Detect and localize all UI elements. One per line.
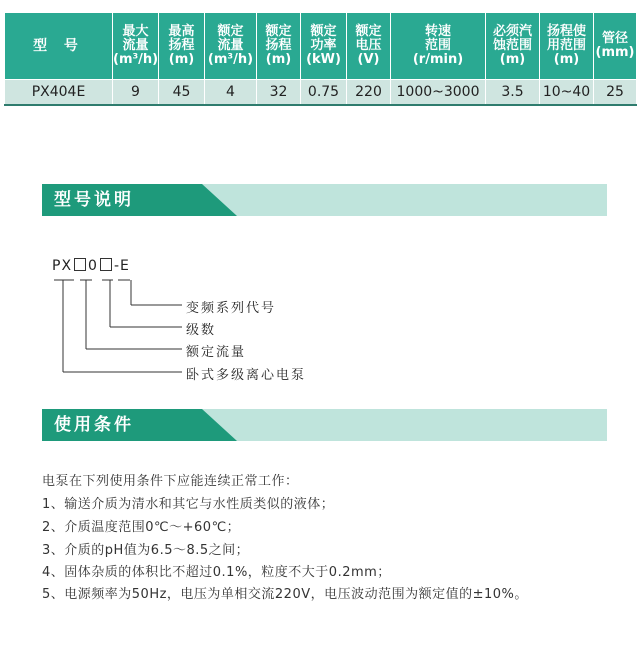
code-suffix: -E [113, 258, 130, 274]
conditions-section-banner [42, 409, 607, 441]
header-line: 扬程使 [546, 24, 586, 39]
header-line: (kW) [306, 52, 341, 67]
condition-item: 2、介质温度范围0℃～+60℃； [42, 520, 241, 535]
header-line: 型 号 [33, 38, 84, 54]
table-cell: PX404E [5, 80, 113, 106]
header-line: (mm) [595, 45, 635, 60]
table-cell: 3.5 [486, 80, 540, 106]
header-line: (m³/h) [113, 52, 159, 67]
header-line: 扬程 [168, 38, 195, 53]
header-line: (V) [357, 52, 380, 67]
table-cell: 25 [594, 80, 637, 106]
header-line: (m) [499, 52, 526, 67]
table-cell: 32 [257, 80, 301, 106]
header-line: (m³/h) [207, 52, 254, 67]
table-cell: 220 [347, 80, 391, 106]
conditions-section-title: 使用条件 [54, 415, 134, 435]
legend-stages: 级数 [186, 323, 217, 338]
header-line: 管径 [601, 31, 628, 46]
condition-item: 3、介质的pH值为6.5～8.5之间； [42, 543, 250, 558]
header-line: 额定 [265, 24, 292, 39]
header-line: 额定 [355, 24, 382, 39]
header-line: 必须汽 [492, 24, 532, 39]
legend-rated-flow: 额定流量 [186, 345, 247, 360]
code-mid: 0 [88, 258, 98, 274]
table-cell: 10~40 [540, 80, 594, 106]
legend-pump-type: 卧式多级离心电泵 [186, 368, 307, 383]
header-line: 用范围 [546, 38, 586, 53]
header-line: 额定 [310, 24, 337, 39]
header-line: 转速 [424, 24, 451, 39]
header-line: 最大 [122, 24, 149, 39]
header-line: (m) [168, 52, 195, 67]
table-cell: 0.75 [301, 80, 347, 106]
header-line: (m) [265, 52, 292, 67]
header-line: 功率 [310, 38, 337, 53]
header-line: 流量 [217, 38, 244, 53]
condition-item: 4、固体杂质的体积比不超过0.1%，粒度不大于0.2mm； [42, 565, 391, 580]
header-line: 流量 [122, 38, 149, 53]
header-line: 最高 [168, 24, 195, 39]
header-line: 范围 [424, 38, 451, 53]
condition-item: 1、输送介质为清水和其它与水性质类似的液体； [42, 497, 335, 512]
header-line: 蚀范围 [492, 38, 532, 53]
header-line: 扬程 [265, 38, 292, 53]
condition-item: 5、电源频率为50Hz，电压为单相交流220V，电压波动范围为额定值的±10%。 [42, 587, 528, 602]
table-cell: 9 [113, 80, 159, 106]
model-section-title: 型号说明 [54, 190, 134, 210]
table-cell: 45 [159, 80, 205, 106]
header-line: 额定 [217, 24, 244, 39]
code-prefix: PX [52, 258, 73, 274]
conditions-intro: 电泵在下列使用条件下应能连续正常工作： [42, 474, 299, 489]
table-cell: 1000~3000 [391, 80, 486, 106]
legend-series-code: 变频系列代号 [186, 301, 277, 316]
table-cell: 4 [205, 80, 257, 106]
header-line: 电压 [355, 38, 382, 53]
header-line: (m) [553, 52, 580, 67]
header-line: (r/min) [412, 52, 464, 67]
